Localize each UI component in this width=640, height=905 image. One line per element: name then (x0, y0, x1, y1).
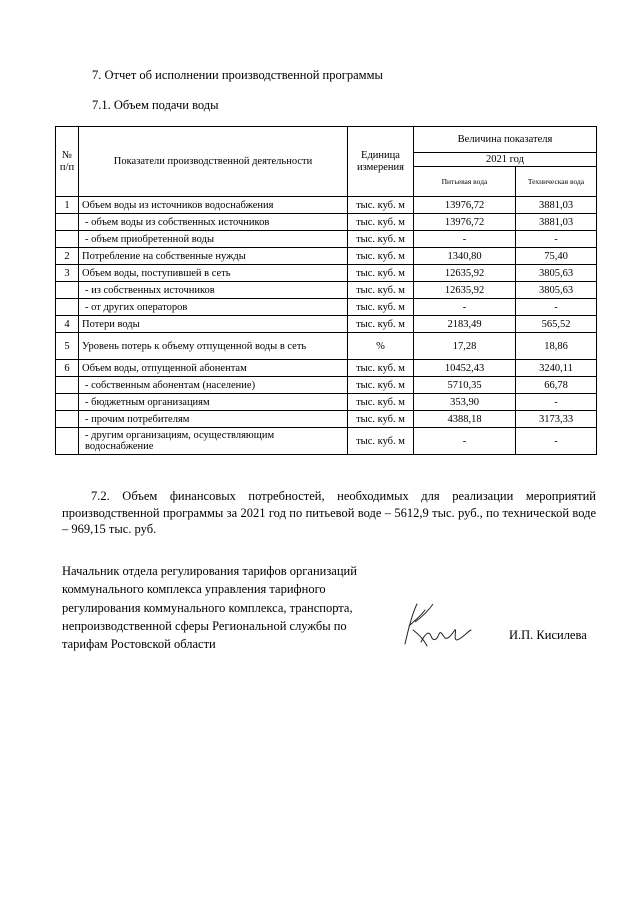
table-row (56, 282, 597, 299)
row-indicator: - от других операторов (79, 299, 348, 316)
row-drinking-value: 4388,18 (414, 411, 516, 428)
row-indicator: - собственным абонентам (население) (79, 377, 348, 394)
row-indicator: Объем воды, отпущенной абонентам (79, 360, 348, 377)
water-supply-table (55, 126, 597, 455)
row-indicator: - объем воды из собственных источников (79, 214, 348, 231)
row-indicator: Потребление на собственные нужды (79, 248, 348, 265)
row-num (56, 394, 79, 411)
row-technical-value: - (516, 299, 597, 316)
table-body (56, 197, 597, 455)
row-unit: тыс. куб. м (348, 316, 414, 333)
row-indicator: Объем воды из источников водоснабжения (79, 197, 348, 214)
row-num (56, 428, 79, 455)
position-line: тарифам Ростовской области (62, 637, 216, 652)
table-row (56, 394, 597, 411)
header-technical: Техническая вода (516, 167, 597, 197)
table-row (56, 299, 597, 316)
row-num: 1 (56, 197, 79, 214)
table-row (56, 197, 597, 214)
financial-paragraph: 7.2. Объем финансовых потребностей, необходимых для реализации мероприятий производственной программы за 2021 год по питьевой воде – 5612,9 тыс. руб., по технической воде – 969,15 тыс. руб. (62, 489, 596, 536)
row-technical-value: 75,40 (516, 248, 597, 265)
row-num: 3 (56, 265, 79, 282)
row-drinking-value: 13976,72 (414, 214, 516, 231)
header-unit: Единица измерения (348, 127, 414, 197)
row-technical-value: 565,52 (516, 316, 597, 333)
row-num: 6 (56, 360, 79, 377)
signatory-position (62, 562, 382, 653)
row-technical-value: 3805,63 (516, 282, 597, 299)
row-technical-value: - (516, 394, 597, 411)
row-num: 4 (56, 316, 79, 333)
row-indicator: Уровень потерь к объему отпущенной воды в сеть (79, 333, 348, 360)
row-indicator: - объем приобретенной воды (79, 231, 348, 248)
row-unit: тыс. куб. м (348, 197, 414, 214)
row-unit: тыс. куб. м (348, 248, 414, 265)
row-drinking-value: 2183,49 (414, 316, 516, 333)
row-technical-value: 18,86 (516, 333, 597, 360)
table-row (56, 360, 597, 377)
row-drinking-value: - (414, 299, 516, 316)
row-unit: тыс. куб. м (348, 282, 414, 299)
row-technical-value: - (516, 428, 597, 455)
row-drinking-value: 1340,80 (414, 248, 516, 265)
table-row (56, 316, 597, 333)
row-unit: тыс. куб. м (348, 265, 414, 282)
row-drinking-value: - (414, 428, 516, 455)
row-num (56, 214, 79, 231)
row-unit: тыс. куб. м (348, 377, 414, 394)
row-num (56, 411, 79, 428)
position-line: коммунального комплекса управления тарифного (62, 582, 326, 597)
row-unit: % (348, 333, 414, 360)
row-technical-value: 3240,11 (516, 360, 597, 377)
table-row (56, 248, 597, 265)
row-unit: тыс. куб. м (348, 411, 414, 428)
section-heading: 7. Отчет об исполнении производственной программы (92, 68, 383, 82)
row-indicator: - бюджетным организациям (79, 394, 348, 411)
row-unit: тыс. куб. м (348, 428, 414, 455)
position-line: Начальник отдела регулирования тарифов организаций (62, 564, 357, 578)
header-indicator: Показатели производственной деятельности (79, 127, 348, 197)
row-unit: тыс. куб. м (348, 231, 414, 248)
row-drinking-value: 12635,92 (414, 265, 516, 282)
row-technical-value: 3881,03 (516, 214, 597, 231)
row-num: 2 (56, 248, 79, 265)
row-indicator: - из собственных источников (79, 282, 348, 299)
row-drinking-value: 13976,72 (414, 197, 516, 214)
row-unit: тыс. куб. м (348, 394, 414, 411)
row-drinking-value: 353,90 (414, 394, 516, 411)
header-year: 2021 год (414, 153, 597, 167)
row-num (56, 299, 79, 316)
row-indicator: Потери воды (79, 316, 348, 333)
row-indicator: Объем воды, поступившей в сеть (79, 265, 348, 282)
header-value: Величина показателя (414, 127, 597, 153)
row-drinking-value: - (414, 231, 516, 248)
row-technical-value: 3805,63 (516, 265, 597, 282)
header-num: № п/п (56, 127, 79, 197)
table-row (56, 377, 597, 394)
row-drinking-value: 10452,43 (414, 360, 516, 377)
table-row (56, 231, 597, 248)
row-indicator: - другим организациям, осуществляющим водоснабжение (79, 428, 348, 455)
row-technical-value: 3173,33 (516, 411, 597, 428)
table-row (56, 333, 597, 360)
signer-name: И.П. Кисилева (509, 628, 587, 642)
row-unit: тыс. куб. м (348, 299, 414, 316)
row-indicator: - прочим потребителям (79, 411, 348, 428)
row-unit: тыс. куб. м (348, 214, 414, 231)
row-num (56, 231, 79, 248)
table-row (56, 214, 597, 231)
row-num: 5 (56, 333, 79, 360)
subsection-heading: 7.1. Объем подачи воды (92, 98, 219, 112)
header-drinking: Питьевая вода (414, 167, 516, 197)
row-unit: тыс. куб. м (348, 360, 414, 377)
row-technical-value: 3881,03 (516, 197, 597, 214)
row-drinking-value: 5710,35 (414, 377, 516, 394)
row-drinking-value: 17,28 (414, 333, 516, 360)
table-row (56, 411, 597, 428)
row-technical-value: 66,78 (516, 377, 597, 394)
row-technical-value: - (516, 231, 597, 248)
position-line: непроизводственной сферы Региональной службы по (62, 618, 347, 633)
handwritten-signature (395, 596, 485, 656)
row-drinking-value: 12635,92 (414, 282, 516, 299)
row-num (56, 282, 79, 299)
position-line: регулирования коммунального комплекса, транспорта, (62, 600, 353, 615)
table-row (56, 428, 597, 455)
table-row (56, 265, 597, 282)
row-num (56, 377, 79, 394)
